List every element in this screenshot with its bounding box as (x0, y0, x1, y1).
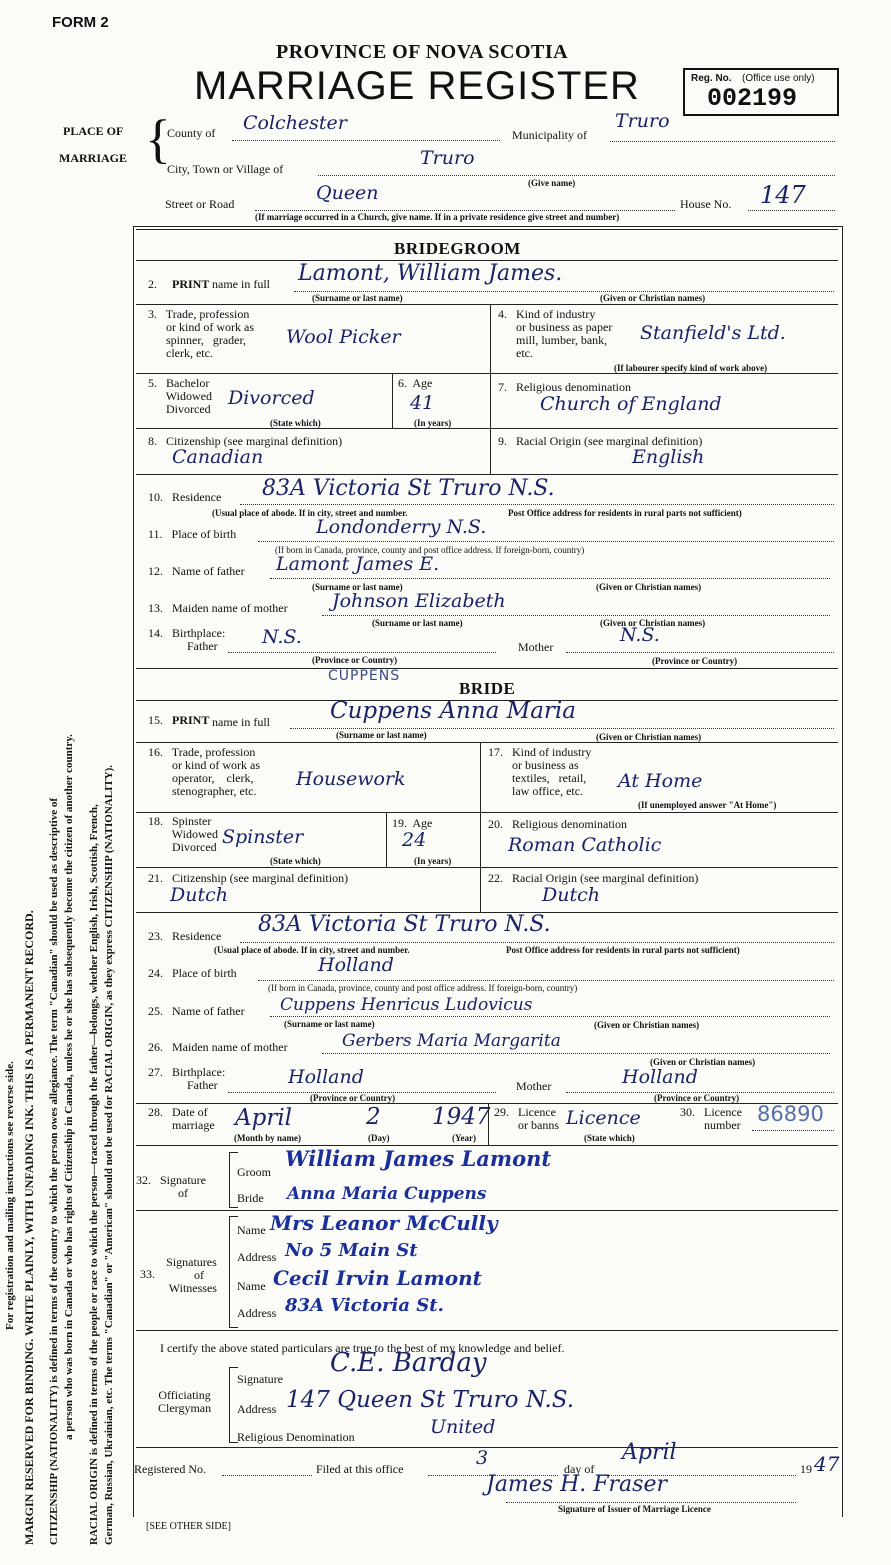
groom-age: 41 (410, 392, 435, 414)
residence-caption-a: (Usual place of abode. If in city, street and number. (212, 508, 408, 518)
street-line (255, 210, 675, 211)
rule (136, 742, 838, 743)
licence-number: 86890 (757, 1102, 824, 1126)
field-22-label: 22. Racial Origin (see marginal definition) (488, 871, 699, 885)
bride-mother: Gerbers Maria Margarita (342, 1031, 561, 1051)
marriage-year: 1947 (432, 1104, 491, 1130)
field-33-label: 33. (140, 1267, 155, 1281)
groom-industry: Stanfield's Ltd. (640, 322, 786, 344)
field-32-label: 32. Signature of (136, 1173, 206, 1200)
document-title: MARRIAGE REGISTER (194, 64, 640, 108)
house-line (748, 210, 835, 211)
margin-line-3: CITIZENSHIP (NATIONALITY) is defined in terms of the country to which the person owes allegiance. The term "Canadian" should be used as descriptive of (48, 797, 60, 1545)
street-value: Queen (316, 182, 379, 204)
margin-line-5: RACIAL ORIGIN is defined in terms of the people or race to which the person—traced through the father—belongs, whether English, Irish, Scottish, French, (88, 804, 100, 1545)
rule (136, 812, 838, 813)
groom-citizenship: Canadian (172, 446, 264, 468)
bride-note: CUPPENS (328, 668, 401, 684)
bride-years-caption: (In years) (414, 856, 452, 866)
bride-province-caption-1: (Province or Country) (310, 1093, 396, 1103)
field-9-label: 9. Racial Origin (see marginal definition) (498, 434, 703, 448)
groom-name: Lamont, William James. (298, 261, 563, 286)
street-label: Street or Road (165, 197, 235, 211)
groom-father: Lamont James E. (276, 553, 440, 575)
bride-residence-caption-b: Post Office address for residents in rural parts not sufficient) (506, 945, 740, 955)
witness-heading: Signatures of Witnesses (166, 1255, 217, 1295)
field-21-label: 21. Citizenship (see marginal definition) (148, 871, 349, 885)
clergy-address: 147 Queen St Truro N.S. (286, 1387, 575, 1413)
clergy-signature-label: Signature (237, 1372, 283, 1386)
place-heading-top: PLACE OF (63, 124, 124, 138)
filed-day: 3 (476, 1447, 489, 1469)
see-other-side: [SEE OTHER SIDE] (146, 1521, 231, 1532)
col-divider (480, 742, 481, 912)
certify-statement: I certify the above stated particulars are true to the best of my knowledge and belief. (160, 1341, 565, 1355)
w2-name: Cecil Irvin Lamont (273, 1266, 482, 1290)
give-name-caption: (Give name) (528, 178, 576, 188)
groom-birthplace: Londonderry N.S. (316, 516, 487, 538)
day-of-label: day of (564, 1462, 595, 1476)
field-15-print: PRINT (172, 713, 210, 727)
bride-mother-birth: Holland (622, 1066, 698, 1088)
col-divider (490, 304, 491, 474)
margin-line-4: a person who was born in Canada or who has rights of Citizenship in Canada, unless he or she has subsequently become the citizen of another country. (63, 734, 75, 1440)
municipality-line (610, 141, 835, 142)
bride-residence-caption-a: (Usual place of abode. If in city, street and number. (214, 945, 410, 955)
groom-signature: William James Lamont (285, 1146, 552, 1171)
bride-father: Cuppens Henricus Ludovicus (280, 995, 533, 1015)
margin-line-6: German, Russian, Ukrainian, etc. The terms "Canadian" or "American" should not be used for RACIAL ORIGIN, as they express CITIZENSHIP (NATIONALITY). (103, 764, 115, 1545)
city-label: City, Town or Village of (167, 162, 284, 176)
surname-caption: (Surname or last name) (312, 293, 403, 303)
groom-sig-label: Groom (237, 1165, 271, 1179)
month-caption: (Month by name) (234, 1133, 301, 1143)
line (240, 942, 834, 943)
licence-type: Licence (566, 1107, 641, 1129)
line (322, 1053, 830, 1054)
field-27-label: 27. Birthplace: Father (148, 1065, 226, 1092)
bride-state-caption: (State which) (270, 856, 321, 866)
field-18-label: 18. Spinster Widowed Divorced (148, 814, 218, 854)
w2-name-label: Name (237, 1279, 266, 1293)
bride-heading: BRIDE (459, 679, 516, 698)
rule (136, 428, 838, 429)
field-10-label: 10. Residence (148, 490, 222, 504)
place-heading-bottom: MARRIAGE (59, 151, 127, 165)
frame-inner-line (136, 229, 838, 230)
line (240, 504, 834, 505)
groom-trade: Wool Picker (286, 326, 401, 348)
field-5-label: 5. Bachelor Widowed Divorced (148, 376, 212, 416)
marriage-month: April (235, 1105, 293, 1131)
field-19-label: 19. Age (392, 816, 433, 830)
bride-birthplace: Holland (318, 954, 394, 976)
line (506, 1502, 796, 1503)
field-8-label: 8. Citizenship (see marginal definition) (148, 434, 343, 448)
rule (136, 668, 838, 669)
w1-address-label: Address (237, 1250, 277, 1264)
bride-sig-label: Bride (237, 1191, 264, 1205)
day-caption: (Day) (368, 1133, 390, 1143)
field-30-label: 30. Licence number (680, 1105, 742, 1132)
line (752, 1130, 834, 1131)
bride-age: 24 (402, 829, 427, 851)
bride-surname-caption: (Surname or last name) (336, 730, 427, 740)
issuer-signature: James H. Fraser (486, 1472, 667, 1497)
w1-name-label: Name (237, 1223, 266, 1237)
clergy-address-label: Address (237, 1402, 277, 1416)
bride-religion: Roman Catholic (508, 834, 662, 856)
rule (136, 1330, 838, 1331)
reg-number: 002199 (707, 84, 798, 113)
birth-caption: (If born in Canada, province, county and post office address. If foreign-born, country) (275, 545, 585, 555)
bride-father-birth: Holland (288, 1066, 364, 1088)
residence-caption-b: Post Office address for residents in rural parts not sufficient) (508, 508, 742, 518)
bride-signature: Anna Maria Cuppens (287, 1184, 487, 1204)
groom-religion: Church of England (540, 393, 722, 415)
field-20-label: 20. Religious denomination (488, 817, 627, 831)
field-25-label: 25. Name of father (148, 1004, 245, 1018)
county-value: Colchester (243, 112, 347, 134)
province-heading: PROVINCE OF NOVA SCOTIA (276, 41, 569, 63)
line (290, 728, 834, 729)
filed-label: Filed at this office (316, 1462, 404, 1476)
father-given-caption: (Given or Christian names) (596, 582, 702, 592)
w2-address: 83A Victoria St. (285, 1295, 444, 1316)
clergy-denom: United (430, 1416, 496, 1438)
province-caption-1: (Province or Country) (312, 655, 398, 665)
field-26-label: 26. Maiden name of mother (148, 1040, 288, 1054)
bride-father-surname-caption: (Surname or last name) (284, 1019, 375, 1029)
field-4-label: 4. Kind of industry or business as paper mill, lumber, bank, etc. (498, 307, 613, 360)
county-line (232, 140, 500, 141)
bride-given-caption: (Given or Christian names) (596, 732, 702, 742)
year-caption: (Year) (452, 1133, 476, 1143)
bride-mother-given-caption: (Given or Christian names) (650, 1057, 756, 1067)
col-divider (386, 812, 387, 867)
clergy-denom-label: Religious Denomination (237, 1430, 355, 1444)
rule (136, 304, 838, 305)
field-17-label: 17. Kind of industry or business as textiles, retail, law office, etc. (488, 745, 592, 798)
w1-address: No 5 Main St (285, 1240, 418, 1261)
line (270, 1016, 830, 1017)
given-caption: (Given or Christian names) (600, 293, 706, 303)
field-15-num: 15. (148, 713, 163, 727)
mother-surname-caption: (Surname or last name) (372, 618, 463, 628)
reg-office-note: (Office use only) (742, 73, 815, 84)
bride-trade: Housework (296, 768, 406, 790)
line (566, 652, 834, 653)
field-11-label: 11. Place of birth (148, 527, 237, 541)
bride-mother-label: Mother (516, 1079, 552, 1093)
bride-citizenship: Dutch (170, 884, 228, 906)
filed-year: 47 (814, 1452, 840, 1476)
groom-mother-birth: N.S. (620, 624, 660, 646)
field-2-label: name in full (212, 277, 270, 291)
field-24-label: 24. Place of birth (148, 966, 237, 980)
line (258, 980, 834, 981)
officiating-label: Officiating Clergyman (158, 1388, 212, 1415)
house-label: House No. (680, 197, 732, 211)
brace: { (145, 109, 171, 169)
issuer-caption: Signature of Issuer of Marriage Licence (558, 1504, 711, 1514)
years-caption: (In years) (414, 418, 452, 428)
bride-racial: Dutch (542, 884, 600, 906)
line (228, 652, 496, 653)
city-value: Truro (420, 147, 475, 169)
w1-name: Mrs Leanor McCully (270, 1211, 498, 1235)
father-surname-caption: (Surname or last name) (312, 582, 403, 592)
groom-mother: Johnson Elizabeth (332, 590, 506, 612)
field-15-label: name in full (212, 715, 270, 729)
groom-racial: English (632, 446, 705, 468)
licence-state-caption: (State which) (584, 1133, 635, 1143)
field-28-label: 28. Date of marriage (148, 1105, 215, 1132)
bride-residence: 83A Victoria St Truro N.S. (258, 912, 551, 937)
mother-given-caption: (Given or Christian names) (600, 618, 706, 628)
bride-industry: At Home (618, 770, 703, 792)
reg-label: Reg. No. (691, 73, 732, 84)
field-7-label: 7. Religious denomination (498, 380, 631, 394)
line (270, 578, 830, 579)
bride-father-given-caption: (Given or Christian names) (594, 1020, 700, 1030)
bride-name: Cuppens Anna Maria (330, 698, 576, 724)
city-line (318, 175, 835, 176)
bride-province-caption-2: (Province or Country) (654, 1093, 740, 1103)
field-3-label: 3. Trade, profession or kind of work as spinner, grader, clerk, etc. (148, 307, 254, 360)
col-divider (392, 373, 393, 428)
line (322, 615, 830, 616)
reg-number-box (683, 68, 839, 116)
labourer-caption: (If labourer specify kind of work above) (614, 363, 768, 373)
name-line (294, 291, 834, 292)
unemployed-caption: (If unemployed answer "At Home") (638, 800, 777, 810)
bride-birth-caption: (If born in Canada, province, county and post office address. If foreign-born, country) (268, 983, 578, 993)
groom-father-birth: N.S. (262, 626, 302, 648)
field-14-label: 14. Birthplace: Father (148, 626, 226, 653)
municipality-label: Municipality of (512, 128, 587, 142)
bridegroom-heading: BRIDEGROOM (394, 239, 521, 258)
year-prefix: 19 (800, 1462, 812, 1476)
col-divider (488, 1103, 489, 1145)
municipality-value: Truro (615, 110, 670, 132)
place-note: (If marriage occurred in a Church, give name. If in a private residence give street and number) (255, 212, 620, 222)
w2-address-label: Address (237, 1306, 277, 1320)
field-6-label: 6. Age (398, 376, 433, 390)
bride-status: Spinster (222, 826, 304, 848)
groom-residence: 83A Victoria St Truro N.S. (262, 476, 555, 501)
field-29-label: 29. Licence or banns (494, 1105, 559, 1132)
house-value: 147 (760, 181, 806, 209)
field-13-label: 13. Maiden name of mother (148, 601, 288, 615)
line (258, 541, 834, 542)
field-2-print: PRINT (172, 277, 210, 291)
groom-status: Divorced (228, 387, 315, 409)
rule (136, 867, 838, 868)
mother-label: Mother (518, 640, 554, 654)
rule (136, 474, 838, 475)
field-12-label: 12. Name of father (148, 564, 245, 578)
form-number: FORM 2 (52, 14, 109, 31)
state-caption: (State which) (270, 418, 321, 428)
line (222, 1475, 312, 1476)
field-16-label: 16. Trade, profession or kind of work as operator, clerk, stenographer, etc. (148, 745, 260, 798)
clergy-signature: C.E. Barday (330, 1348, 487, 1378)
margin-line-1: For registration and mailing instructions see reverse side. (4, 1061, 16, 1330)
rule (136, 373, 838, 374)
registered-label: Registered No. (134, 1462, 206, 1476)
county-label: County of (167, 126, 216, 140)
filed-month: April (622, 1440, 677, 1465)
margin-line-2: MARGIN RESERVED FOR BINDING. WRITE PLAINLY, WITH UNFADING INK. THIS IS A PERMANENT RECORD. (22, 910, 36, 1545)
marriage-day: 2 (366, 1104, 381, 1130)
field-2-num: 2. (148, 277, 157, 291)
province-caption-2: (Province or Country) (652, 656, 738, 666)
field-23-label: 23. Residence (148, 929, 222, 943)
